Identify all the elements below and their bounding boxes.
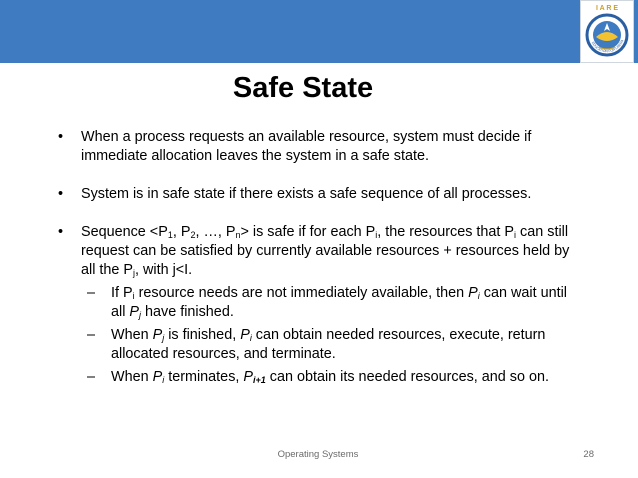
sub-bullet-mark: – [87,369,96,385]
bullet-mark: • [58,129,64,145]
bullet-safe-sequence [56,223,576,280]
bullet-text: Sequence $<P_1$, $P_2$, …, $P_n>$ is safe if for each $P_i$, the resources that $P_i$ can still request can be satisfied by currently available resources + resources held by all the $P_j$, with j<I. [81,224,570,278]
sub-bullet-mark: – [87,327,96,343]
sub-bullet-text: When $P_j$ is finished, $P_i$ can obtain needed resources, execute, return allocated resources, and terminate. [111,327,546,362]
bullet-safe-state-definition [56,185,576,204]
sub-bullet-mark: – [87,285,96,301]
logo-top-text: I A R E [595,5,619,12]
bullet-mark: • [58,224,64,240]
iare-logo [580,0,634,63]
logo-ring-text: EDUCATION FOR LIBERA [590,39,625,54]
bullet-text: When a process requests an available resource, system must decide if immediate allocation leaves the system in a safe state. [81,129,532,164]
sub-bullet-text: If $P_i$ resource needs are not immediately available, then $P_i$ can wait until all $P_j$ have finished. [111,285,567,320]
sub-bullet-wait [56,284,576,322]
sub-bullet-terminate [56,368,576,387]
page-number: 28 [583,449,594,460]
bullet-mark: • [58,186,64,202]
sub-bullet-text: When $P_i$ terminates, $P_{i+1}$ can obtain its needed resources, and so on. [111,369,549,385]
slide-content [56,128,576,387]
slide-title: Safe State [232,72,374,104]
footer-course: Operating Systems [277,449,359,460]
bullet-allocation-decision [56,128,576,166]
sub-bullet-obtain [56,326,576,364]
bullet-text: System is in safe state if there exists a safe sequence of all processes. [81,186,532,202]
header-bar [0,0,638,63]
